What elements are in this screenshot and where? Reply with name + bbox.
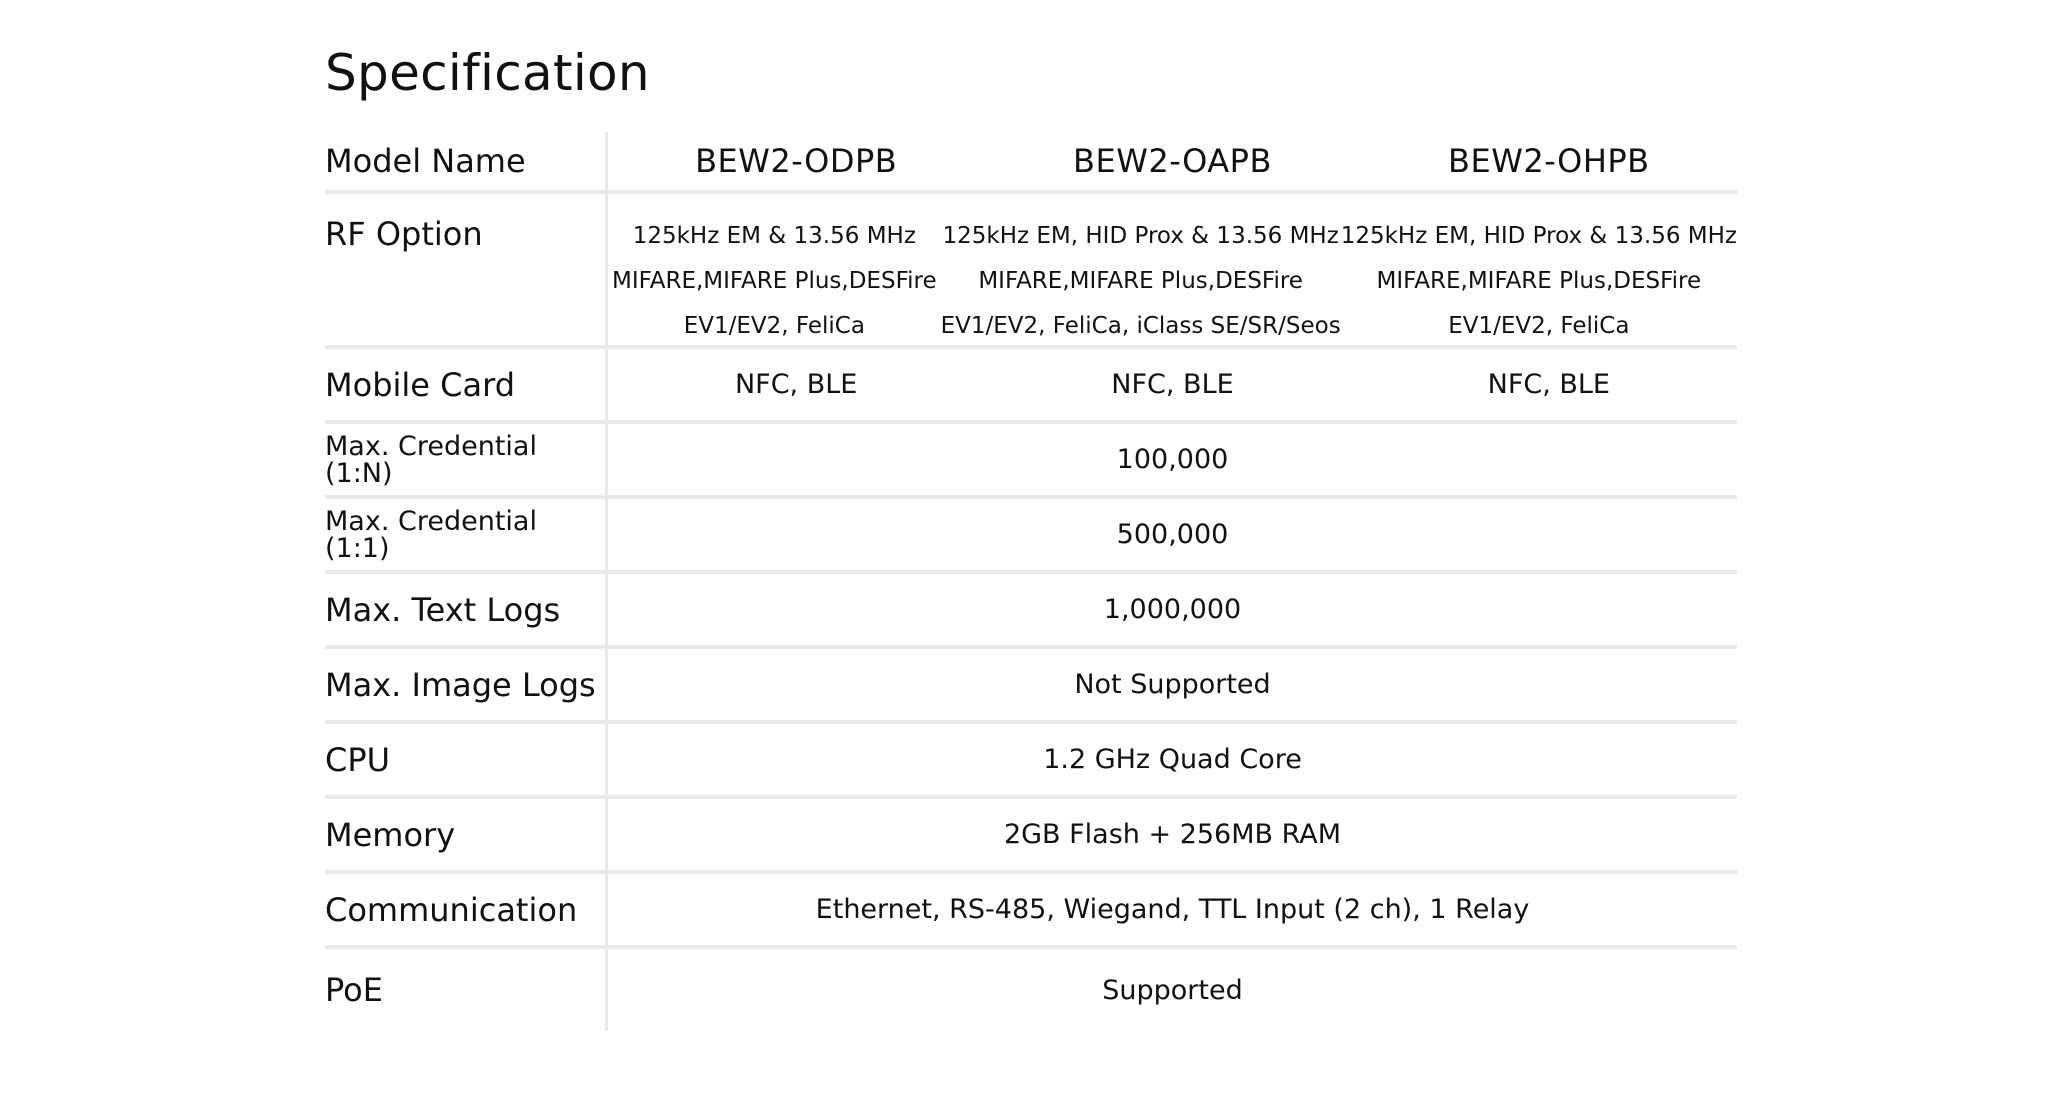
max-credential-1n-value: 100,000 [1116, 444, 1229, 475]
rf-option-ohpb [1341, 194, 1737, 345]
row-label-memory: Memory [325, 799, 608, 870]
row-label-max-image-logs: Max. Image Logs [325, 649, 608, 720]
max-credential-11-value: 500,000 [1116, 519, 1229, 550]
rf-line: EV1/EV2, FeliCa [683, 313, 865, 339]
rf-line: 125kHz EM & 13.56 MHz [632, 223, 916, 249]
max-text-logs-value: 1,000,000 [1103, 594, 1242, 625]
row-label-communication: Communication [325, 874, 608, 945]
rf-line: 125kHz EM, HID Prox & 13.56 MHz [942, 223, 1339, 249]
rf-line: EV1/EV2, FeliCa [1448, 313, 1630, 339]
row-memory [325, 799, 1737, 874]
row-model-name [325, 132, 1737, 194]
rf-option-oapb [941, 194, 1341, 345]
row-cells [608, 949, 1737, 1031]
row-cells [608, 574, 1737, 645]
mobile-card-ohpb: NFC, BLE [1487, 369, 1610, 400]
rf-line: MIFARE,MIFARE Plus,DESFire [611, 268, 937, 294]
row-max-credential-11 [325, 499, 1737, 574]
mobile-card-oapb: NFC, BLE [1111, 369, 1234, 400]
row-cells [608, 424, 1737, 495]
row-label-max-credential-11: Max. Credential (1:1) [325, 499, 608, 570]
row-label-model-name: Model Name [325, 132, 608, 190]
max-image-logs-value: Not Supported [1074, 669, 1271, 700]
row-cells [608, 499, 1737, 570]
row-max-text-logs [325, 574, 1737, 649]
row-max-credential-1n [325, 424, 1737, 499]
row-cells [608, 349, 1737, 420]
poe-value: Supported [1102, 974, 1243, 1006]
row-label-cpu: CPU [325, 724, 608, 795]
row-cells [608, 874, 1737, 945]
row-max-image-logs [325, 649, 1737, 724]
spec-table [325, 132, 1737, 1031]
row-label-mobile-card: Mobile Card [325, 349, 608, 420]
page-title: Specification [325, 44, 650, 102]
row-cells [608, 194, 1737, 345]
communication-value: Ethernet, RS-485, Wiegand, TTL Input (2 ch), 1 Relay [815, 894, 1530, 925]
row-cells [608, 799, 1737, 870]
rf-line: MIFARE,MIFARE Plus,DESFire [1376, 268, 1702, 294]
rf-line: 125kHz EM, HID Prox & 13.56 MHz [1340, 223, 1737, 249]
row-cells [608, 132, 1737, 190]
row-communication [325, 874, 1737, 949]
row-cpu [325, 724, 1737, 799]
rf-line: EV1/EV2, FeliCa, iClass SE/SR/Seos [940, 313, 1341, 339]
row-label-max-text-logs: Max. Text Logs [325, 574, 608, 645]
row-cells [608, 724, 1737, 795]
row-label-max-credential-1n: Max. Credential (1:N) [325, 424, 608, 495]
row-poe [325, 949, 1737, 1031]
row-cells [608, 649, 1737, 720]
memory-value: 2GB Flash + 256MB RAM [1003, 819, 1342, 850]
model-bew2-odpb: BEW2-ODPB [695, 142, 898, 180]
row-rf-option [325, 194, 1737, 349]
mobile-card-odpb: NFC, BLE [734, 369, 858, 400]
rf-line: MIFARE,MIFARE Plus,DESFire [978, 268, 1303, 294]
row-label-poe: PoE [325, 949, 608, 1031]
model-bew2-oapb: BEW2-OAPB [1073, 142, 1272, 180]
cpu-value: 1.2 GHz Quad Core [1043, 744, 1302, 775]
row-label-rf-option: RF Option [325, 194, 608, 345]
model-bew2-ohpb: BEW2-OHPB [1448, 142, 1650, 180]
row-mobile-card [325, 349, 1737, 424]
rf-option-odpb [608, 194, 941, 345]
